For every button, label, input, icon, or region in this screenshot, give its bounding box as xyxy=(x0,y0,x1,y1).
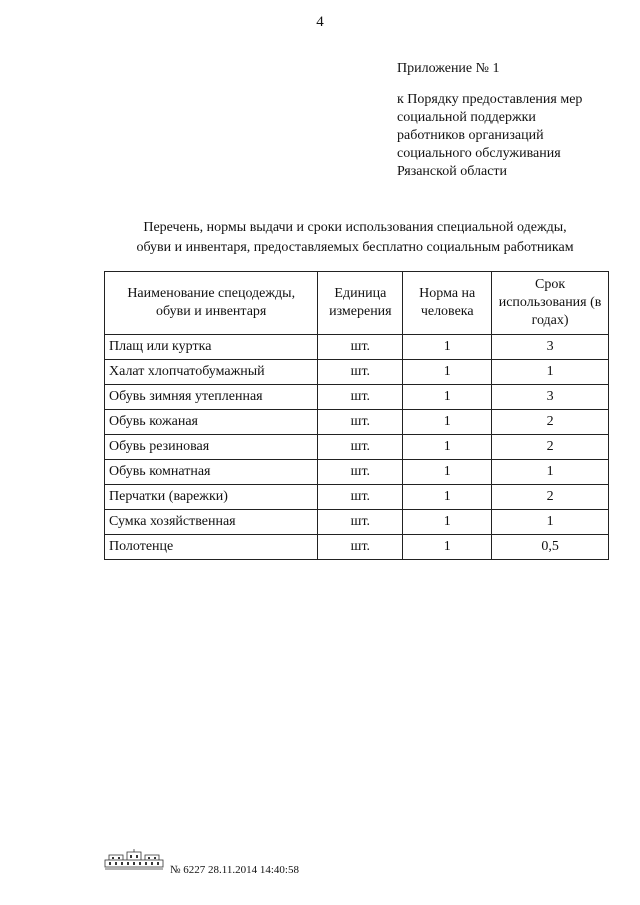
cell-item-name: Сумка хозяйственная xyxy=(105,510,318,535)
cell-unit: шт. xyxy=(318,510,403,535)
header-term: Срок использования (в годах) xyxy=(492,272,609,335)
table-row xyxy=(105,335,609,360)
cell-norm: 1 xyxy=(403,435,492,460)
table-row xyxy=(105,510,609,535)
table-row xyxy=(105,460,609,485)
appendix-block xyxy=(397,60,622,181)
cell-item-name: Полотенце xyxy=(105,535,318,560)
appendix-title: Приложение № 1 xyxy=(397,61,500,76)
cell-term: 1 xyxy=(492,510,609,535)
appendix-line: социальной поддержки xyxy=(397,110,536,125)
table-row xyxy=(105,385,609,410)
cell-term: 0,5 xyxy=(492,535,609,560)
cell-unit: шт. xyxy=(318,410,403,435)
header-item-name: Наименование спецодежды, обуви и инвентаря xyxy=(105,272,318,335)
cell-unit: шт. xyxy=(318,385,403,410)
cell-item-name: Обувь комнатная xyxy=(105,460,318,485)
heading-line: обуви и инвентаря, предоставляемых бесплатно социальным работникам xyxy=(136,240,574,255)
table-header-row xyxy=(105,272,609,335)
table-row xyxy=(105,485,609,510)
cell-unit: шт. xyxy=(318,335,403,360)
appendix-line: работников организаций xyxy=(397,128,544,143)
building-seal-icon xyxy=(103,848,165,870)
table-row xyxy=(105,360,609,385)
header-unit: Единица измерения xyxy=(318,272,403,335)
page-number: 4 xyxy=(316,14,324,30)
table-row xyxy=(105,410,609,435)
cell-unit: шт. xyxy=(318,535,403,560)
header-norm: Норма на человека xyxy=(403,272,492,335)
cell-norm: 1 xyxy=(403,485,492,510)
appendix-line: социального обслуживания xyxy=(397,146,561,161)
document-heading xyxy=(100,218,610,258)
cell-unit: шт. xyxy=(318,360,403,385)
cell-item-name: Обувь кожаная xyxy=(105,410,318,435)
cell-norm: 1 xyxy=(403,335,492,360)
cell-term: 1 xyxy=(492,460,609,485)
heading-line: Перечень, нормы выдачи и сроки использования специальной одежды, xyxy=(143,220,567,235)
cell-item-name: Плащ или куртка xyxy=(105,335,318,360)
cell-term: 3 xyxy=(492,385,609,410)
table-row xyxy=(105,535,609,560)
cell-item-name: Перчатки (варежки) xyxy=(105,485,318,510)
cell-norm: 1 xyxy=(403,510,492,535)
table-row xyxy=(105,435,609,460)
cell-term: 2 xyxy=(492,435,609,460)
cell-item-name: Обувь резиновая xyxy=(105,435,318,460)
cell-term: 2 xyxy=(492,485,609,510)
cell-term: 3 xyxy=(492,335,609,360)
appendix-line: Рязанской области xyxy=(397,164,508,179)
cell-norm: 1 xyxy=(403,410,492,435)
cell-item-name: Халат хлопчатобумажный xyxy=(105,360,318,385)
cell-norm: 1 xyxy=(403,460,492,485)
cell-norm: 1 xyxy=(403,360,492,385)
norms-table xyxy=(104,271,609,560)
cell-item-name: Обувь зимняя утепленная xyxy=(105,385,318,410)
cell-unit: шт. xyxy=(318,460,403,485)
cell-term: 1 xyxy=(492,360,609,385)
cell-unit: шт. xyxy=(318,435,403,460)
appendix-line: к Порядку предоставления мер xyxy=(397,92,583,107)
registration-stamp: № 6227 28.11.2014 14:40:58 xyxy=(170,864,299,876)
cell-unit: шт. xyxy=(318,485,403,510)
cell-term: 2 xyxy=(492,410,609,435)
cell-norm: 1 xyxy=(403,535,492,560)
cell-norm: 1 xyxy=(403,385,492,410)
